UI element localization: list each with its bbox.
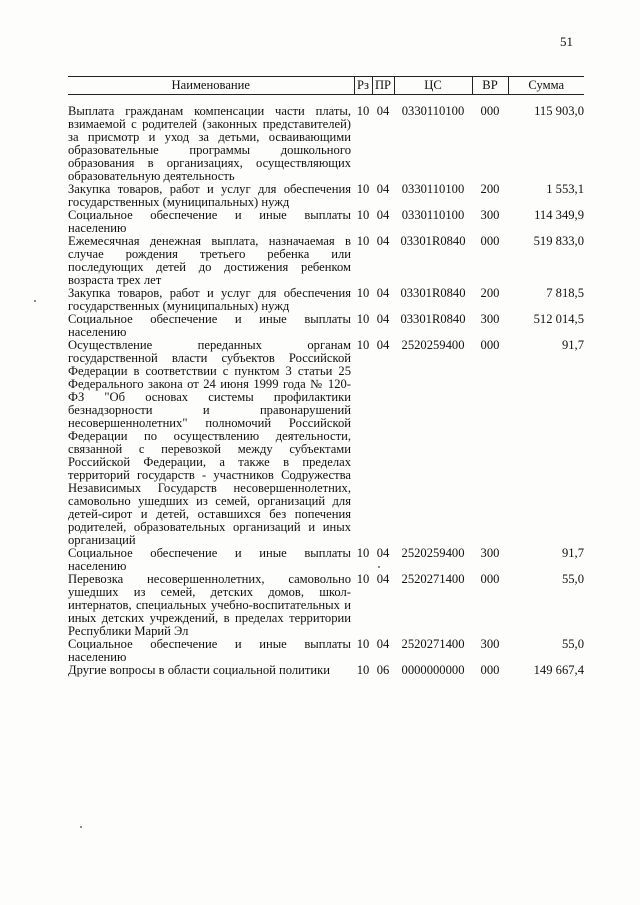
scan-speck xyxy=(378,566,380,568)
row-name: Социальное обеспечение и иные выплаты населению xyxy=(68,312,351,339)
header-pr: ПР xyxy=(372,77,394,95)
row-vr: 300 xyxy=(480,637,500,651)
row-sum: 91,7 xyxy=(561,546,584,560)
row-cs: 0330110100 xyxy=(401,208,465,222)
row-rz: 10 xyxy=(356,182,370,196)
row-vr: 300 xyxy=(480,208,500,222)
row-cs: 2520271400 xyxy=(401,572,465,586)
row-cs: 2520259400 xyxy=(401,546,465,560)
row-sum: 115 903,0 xyxy=(534,104,584,118)
row-sum: 55,0 xyxy=(561,637,584,651)
row-rz: 10 xyxy=(356,104,370,118)
row-name: Перевозка несовершеннолетних, самовольно ушедших из семей, детских домов, школ-интернатов, специальных учебно-воспитательных и иных детских учреждений, в пределах территории Республики Марий Эл xyxy=(68,572,351,638)
row-rz: 10 xyxy=(356,208,370,222)
row-rz: 10 xyxy=(356,234,370,248)
header-name: Наименование xyxy=(68,77,354,95)
row-sum: 149 667,4 xyxy=(533,663,584,677)
row-pr: 04 xyxy=(376,546,390,560)
row-vr: 200 xyxy=(480,182,500,196)
row-pr: 04 xyxy=(376,338,390,352)
row-vr: 000 xyxy=(480,572,500,586)
row-name: Другие вопросы в области социальной политики xyxy=(68,663,331,677)
row-sum: 91,7 xyxy=(561,338,584,352)
row-rz: 10 xyxy=(356,663,370,677)
row-vr: 000 xyxy=(480,234,500,248)
row-rz: 10 xyxy=(356,546,370,560)
row-cs: 03301R0840 xyxy=(400,234,466,248)
table-row xyxy=(68,183,584,209)
row-rz: 10 xyxy=(356,572,370,586)
header-vr: ВР xyxy=(472,77,508,95)
table-row xyxy=(68,339,584,547)
row-name: Ежемесячная денежная выплата, назначаемая в случае рождения третьего ребенка или последующих детей до достижения ребенком возраста трех лет xyxy=(68,234,351,287)
page-number: 51 xyxy=(560,34,573,49)
row-cs: 0330110100 xyxy=(401,182,465,196)
header-rz: Рз xyxy=(354,77,372,95)
row-sum: 1 553,1 xyxy=(546,182,584,196)
table-row xyxy=(68,573,584,638)
row-pr: 04 xyxy=(376,104,390,118)
row-sum: 114 349,9 xyxy=(534,208,584,222)
row-rz: 10 xyxy=(356,338,370,352)
table-row xyxy=(68,209,584,235)
row-pr: 04 xyxy=(376,286,390,300)
row-name: Социальное обеспечение и иные выплаты населению xyxy=(68,208,351,235)
scan-speck xyxy=(34,300,36,302)
table-row xyxy=(68,235,584,287)
table-row xyxy=(68,95,584,184)
row-sum: 512 014,5 xyxy=(533,312,584,326)
row-rz: 10 xyxy=(356,312,370,326)
row-cs: 0000000000 xyxy=(401,663,465,677)
row-vr: 000 xyxy=(480,104,500,118)
row-name: Выплата гражданам компенсации части платы, взимаемой с родителей (законных представителей) за присмотр и уход за детьми, осваивающими образовательные программы дошкольного образования в организациях, осуществляющих образовательную деятельность xyxy=(68,104,351,183)
header-cs: ЦС xyxy=(394,77,472,95)
table-row xyxy=(68,638,584,664)
row-pr: 04 xyxy=(376,208,390,222)
table-row xyxy=(68,287,584,313)
row-name: Социальное обеспечение и иные выплаты населению xyxy=(68,546,351,573)
table-row xyxy=(68,313,584,339)
row-cs: 2520259400 xyxy=(401,338,465,352)
row-pr: 04 xyxy=(376,234,390,248)
row-pr: 04 xyxy=(376,637,390,651)
row-name: Осуществление переданных органам государственной власти субъектов Российской Федерации в соответствии с пунктом 3 статьи 25 Федерального закона от 24 июня 1999 года № 120-ФЗ "Об основах системы профилактики безнадзорности и правонарушений несовершеннолетних" полномочий Российской Федерации по осуществлению деятельности, связанной с перевозкой между субъектами Российской Федерации, а также в пределах территорий государств - участников Содружества Независимых Государств несовершеннолетних, самовольно ушедших из семей, организаций для детей-сирот и детей, оставшихся без попечения родителей, образовательных организаций и иных организаций xyxy=(68,338,351,547)
row-rz: 10 xyxy=(356,286,370,300)
table-header-row xyxy=(68,77,584,95)
row-name: Закупка товаров, работ и услуг для обеспечения государственных (муниципальных) нужд xyxy=(68,286,351,313)
table-row xyxy=(68,547,584,573)
budget-table xyxy=(68,76,584,677)
row-vr: 200 xyxy=(480,286,500,300)
row-cs: 03301R0840 xyxy=(400,312,466,326)
row-pr: 04 xyxy=(376,572,390,586)
table-row xyxy=(68,664,584,677)
row-vr: 000 xyxy=(480,338,500,352)
row-pr: 04 xyxy=(376,312,390,326)
row-vr: 300 xyxy=(480,546,500,560)
header-sum: Сумма xyxy=(508,77,584,95)
row-name: Закупка товаров, работ и услуг для обеспечения государственных (муниципальных) нужд xyxy=(68,182,351,209)
row-sum: 519 833,0 xyxy=(533,234,584,248)
row-sum: 7 818,5 xyxy=(546,286,584,300)
row-rz: 10 xyxy=(356,637,370,651)
row-vr: 300 xyxy=(480,312,500,326)
row-name: Социальное обеспечение и иные выплаты населению xyxy=(68,637,351,664)
row-vr: 000 xyxy=(480,663,500,677)
row-pr: 06 xyxy=(376,663,390,677)
row-cs: 2520271400 xyxy=(401,637,465,651)
scan-speck xyxy=(80,826,82,828)
row-sum: 55,0 xyxy=(561,572,584,586)
row-cs: 0330110100 xyxy=(401,104,465,118)
row-cs: 03301R0840 xyxy=(400,286,466,300)
row-pr: 04 xyxy=(376,182,390,196)
